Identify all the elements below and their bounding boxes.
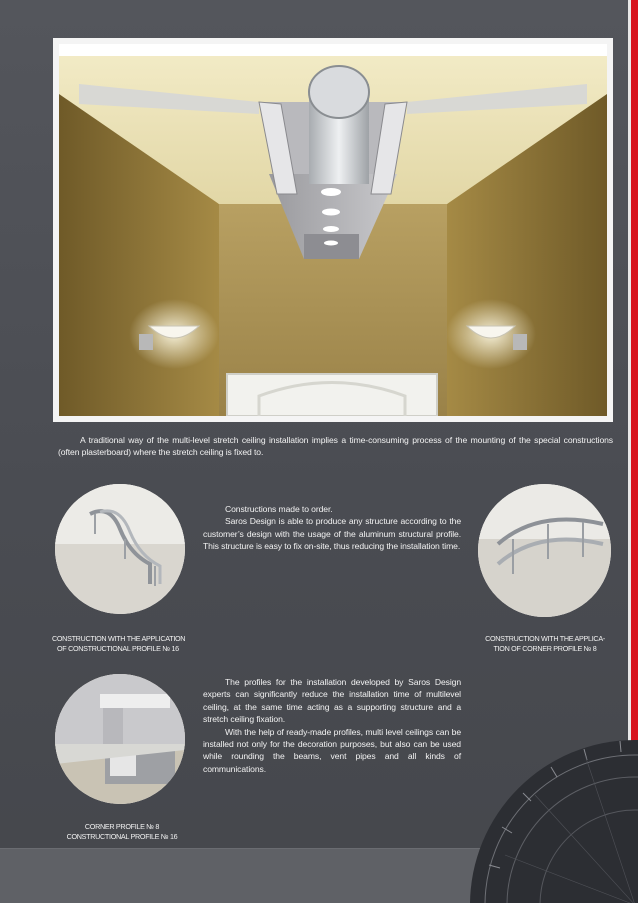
caption-corner-profile-8-line2: TION OF CORNER PROFILE № 8 — [493, 644, 597, 653]
caption-profile-16 — [52, 634, 202, 654]
caption-profile-16-line2: OF CONSTRUCTIONAL PROFILE № 16 — [57, 644, 179, 653]
intro-paragraph — [58, 434, 613, 459]
decorative-protractor-graphic — [465, 715, 638, 903]
section-profiles-installation — [203, 676, 461, 775]
hero-ceiling-illustration — [59, 44, 607, 416]
section2-paragraph2: With the help of ready-made profiles, multi level ceilings can be installed not only for the decoration purposes, but also can be used while rounding the beams, vent pipes and all kinds of communications. — [203, 726, 461, 774]
photo-circle-profile-16 — [55, 484, 185, 614]
caption-bottom-profiles — [52, 822, 192, 842]
intro-text: A traditional way of the multi-level stretch ceiling installation implies a time-consuming process of the mounting of the special constructions (often plasterboard) where the stretch ceiling is fixed to. — [58, 435, 613, 458]
caption-profile-16-line1: CONSTRUCTION WITH THE APPLICATION — [52, 634, 186, 643]
caption-bottom-line2: CONSTRUCTIONAL PROFILE № 16 — [66, 832, 178, 841]
caption-corner-profile-8-line1: CONSTRUCTION WITH THE APPLICA- — [485, 634, 605, 643]
section1-heading: Constructions made to order. — [225, 504, 333, 514]
section1-body: Saros Design is able to produce any structure according to the customer’s design with the usage of the aluminum structural profile. This structure is easy to fix on-site, thus reducing the installation time. — [203, 516, 461, 552]
photo-circle-corner-profile-8 — [478, 484, 611, 617]
section-constructions-made-to-order — [203, 503, 461, 553]
caption-bottom-line1: CORNER PROFILE № 8 — [84, 822, 160, 831]
caption-corner-profile-8 — [475, 634, 615, 654]
section2-paragraph1: The profiles for the installation developed by Saros Design experts can significantly reduce the installation time of multilevel ceiling, at the same time acting as a supporting structure and a stretch ceiling fixation. — [203, 677, 461, 725]
photo-circle-profile-cross-section — [55, 674, 185, 804]
